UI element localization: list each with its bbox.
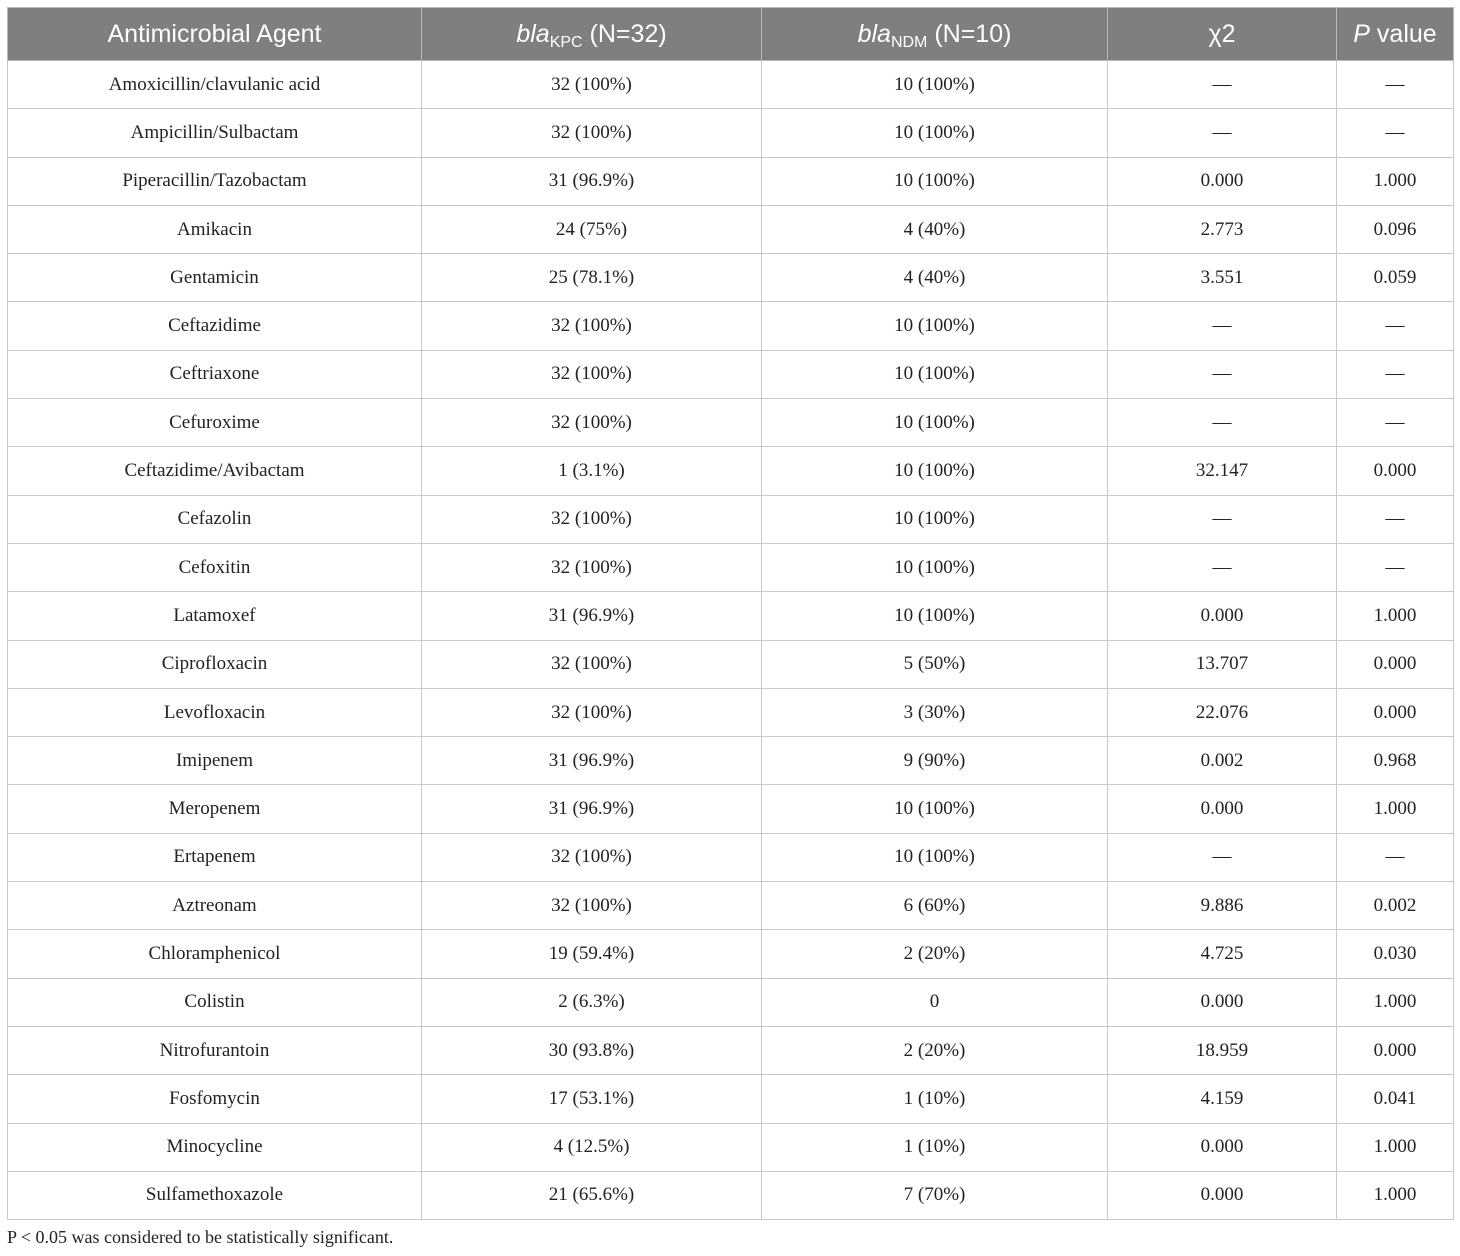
- cell-kpc: 19 (59.4%): [422, 930, 762, 978]
- cell-kpc: 31 (96.9%): [422, 737, 762, 785]
- header-row: [8, 8, 1454, 61]
- cell-agent: Amikacin: [8, 205, 422, 253]
- cell-p-value: 1.000: [1337, 592, 1454, 640]
- table-row: [8, 254, 1454, 302]
- header-ndm: bla$_{NDM}$ (N=10): [762, 8, 1108, 61]
- table-row: [8, 1075, 1454, 1123]
- cell-kpc: 4 (12.5%): [422, 1123, 762, 1171]
- cell-p-value: —: [1337, 543, 1454, 591]
- cell-p-value: —: [1337, 495, 1454, 543]
- cell-agent: Chloramphenicol: [8, 930, 422, 978]
- table-row: [8, 1123, 1454, 1171]
- cell-ndm: 10 (100%): [762, 61, 1108, 109]
- cell-ndm: 1 (10%): [762, 1123, 1108, 1171]
- table-row: [8, 205, 1454, 253]
- cell-ndm: 0: [762, 978, 1108, 1026]
- cell-chi2: 13.707: [1108, 640, 1337, 688]
- table-row: [8, 1026, 1454, 1074]
- cell-p-value: 0.041: [1337, 1075, 1454, 1123]
- cell-p-value: 0.000: [1337, 447, 1454, 495]
- cell-kpc: 32 (100%): [422, 640, 762, 688]
- cell-kpc: 32 (100%): [422, 399, 762, 447]
- cell-p-value: —: [1337, 302, 1454, 350]
- cell-p-value: 0.096: [1337, 205, 1454, 253]
- table-row: [8, 109, 1454, 157]
- cell-agent: Cefazolin: [8, 495, 422, 543]
- cell-chi2: 4.725: [1108, 930, 1337, 978]
- cell-chi2: 0.000: [1108, 978, 1337, 1026]
- table-row: [8, 785, 1454, 833]
- cell-kpc: 32 (100%): [422, 543, 762, 591]
- header-kpc: bla$_{KPC}$ (N=32): [422, 8, 762, 61]
- cell-agent: Nitrofurantoin: [8, 1026, 422, 1074]
- cell-agent: Colistin: [8, 978, 422, 1026]
- table-body: [8, 61, 1454, 1220]
- cell-p-value: 0.968: [1337, 737, 1454, 785]
- footnote: P < 0.05 was considered to be statistically significant.: [7, 1227, 394, 1247]
- header-agent: Antimicrobial Agent: [8, 8, 422, 61]
- cell-ndm: 7 (70%): [762, 1171, 1108, 1219]
- header-chi2: χ2: [1108, 8, 1337, 61]
- cell-kpc: 32 (100%): [422, 495, 762, 543]
- cell-ndm: 10 (100%): [762, 447, 1108, 495]
- cell-ndm: 10 (100%): [762, 109, 1108, 157]
- cell-agent: Piperacillin/Tazobactam: [8, 157, 422, 205]
- cell-chi2: —: [1108, 350, 1337, 398]
- table-row: [8, 737, 1454, 785]
- cell-chi2: —: [1108, 833, 1337, 881]
- cell-kpc: 24 (75%): [422, 205, 762, 253]
- cell-chi2: 0.000: [1108, 592, 1337, 640]
- cell-chi2: 4.159: [1108, 1075, 1337, 1123]
- cell-agent: Fosfomycin: [8, 1075, 422, 1123]
- cell-ndm: 10 (100%): [762, 157, 1108, 205]
- cell-p-value: —: [1337, 399, 1454, 447]
- cell-agent: Ciprofloxacin: [8, 640, 422, 688]
- cell-chi2: —: [1108, 109, 1337, 157]
- cell-kpc: 32 (100%): [422, 61, 762, 109]
- cell-chi2: 0.000: [1108, 157, 1337, 205]
- cell-chi2: 9.886: [1108, 882, 1337, 930]
- cell-ndm: 2 (20%): [762, 1026, 1108, 1074]
- cell-p-value: 1.000: [1337, 1171, 1454, 1219]
- cell-ndm: 10 (100%): [762, 495, 1108, 543]
- cell-ndm: 4 (40%): [762, 205, 1108, 253]
- cell-kpc: 21 (65.6%): [422, 1171, 762, 1219]
- cell-ndm: 10 (100%): [762, 833, 1108, 881]
- cell-agent: Gentamicin: [8, 254, 422, 302]
- cell-chi2: 0.000: [1108, 1123, 1337, 1171]
- table-row: [8, 61, 1454, 109]
- cell-p-value: —: [1337, 61, 1454, 109]
- cell-chi2: —: [1108, 302, 1337, 350]
- cell-agent: Latamoxef: [8, 592, 422, 640]
- cell-p-value: 0.030: [1337, 930, 1454, 978]
- table-row: [8, 1171, 1454, 1219]
- cell-kpc: 32 (100%): [422, 302, 762, 350]
- cell-chi2: 0.000: [1108, 1171, 1337, 1219]
- cell-ndm: 4 (40%): [762, 254, 1108, 302]
- cell-agent: Imipenem: [8, 737, 422, 785]
- cell-agent: Cefuroxime: [8, 399, 422, 447]
- cell-agent: Meropenem: [8, 785, 422, 833]
- cell-ndm: 9 (90%): [762, 737, 1108, 785]
- cell-kpc: 32 (100%): [422, 350, 762, 398]
- cell-chi2: 32.147: [1108, 447, 1337, 495]
- table-row: [8, 543, 1454, 591]
- cell-p-value: 0.002: [1337, 882, 1454, 930]
- cell-ndm: 2 (20%): [762, 930, 1108, 978]
- table-row: [8, 882, 1454, 930]
- cell-ndm: 6 (60%): [762, 882, 1108, 930]
- cell-kpc: 32 (100%): [422, 688, 762, 736]
- table-row: [8, 350, 1454, 398]
- cell-agent: Sulfamethoxazole: [8, 1171, 422, 1219]
- table-row: [8, 930, 1454, 978]
- cell-kpc: 25 (78.1%): [422, 254, 762, 302]
- cell-kpc: 31 (96.9%): [422, 592, 762, 640]
- cell-kpc: 32 (100%): [422, 833, 762, 881]
- cell-ndm: 10 (100%): [762, 399, 1108, 447]
- cell-p-value: 1.000: [1337, 1123, 1454, 1171]
- cell-agent: Ceftazidime/Avibactam: [8, 447, 422, 495]
- cell-chi2: 18.959: [1108, 1026, 1337, 1074]
- cell-kpc: 32 (100%): [422, 882, 762, 930]
- cell-chi2: —: [1108, 61, 1337, 109]
- cell-p-value: 1.000: [1337, 785, 1454, 833]
- cell-ndm: 5 (50%): [762, 640, 1108, 688]
- cell-agent: Ertapenem: [8, 833, 422, 881]
- cell-agent: Levofloxacin: [8, 688, 422, 736]
- table-row: [8, 833, 1454, 881]
- cell-chi2: 0.002: [1108, 737, 1337, 785]
- cell-kpc: 31 (96.9%): [422, 785, 762, 833]
- cell-p-value: 1.000: [1337, 157, 1454, 205]
- cell-kpc: 2 (6.3%): [422, 978, 762, 1026]
- cell-agent: Ceftazidime: [8, 302, 422, 350]
- cell-p-value: 0.000: [1337, 688, 1454, 736]
- cell-chi2: 0.000: [1108, 785, 1337, 833]
- table-row: [8, 592, 1454, 640]
- cell-chi2: 2.773: [1108, 205, 1337, 253]
- header-p-value: P value: [1337, 8, 1454, 61]
- cell-agent: Amoxicillin/clavulanic acid: [8, 61, 422, 109]
- cell-kpc: 17 (53.1%): [422, 1075, 762, 1123]
- resistance-table: [7, 7, 1454, 1220]
- cell-ndm: 1 (10%): [762, 1075, 1108, 1123]
- cell-p-value: 0.000: [1337, 1026, 1454, 1074]
- cell-agent: Ceftriaxone: [8, 350, 422, 398]
- table-row: [8, 157, 1454, 205]
- cell-ndm: 3 (30%): [762, 688, 1108, 736]
- cell-kpc: 31 (96.9%): [422, 157, 762, 205]
- table-row: [8, 688, 1454, 736]
- cell-kpc: 32 (100%): [422, 109, 762, 157]
- cell-p-value: —: [1337, 350, 1454, 398]
- cell-chi2: 3.551: [1108, 254, 1337, 302]
- cell-p-value: —: [1337, 109, 1454, 157]
- cell-chi2: —: [1108, 495, 1337, 543]
- cell-p-value: —: [1337, 833, 1454, 881]
- table-row: [8, 447, 1454, 495]
- cell-ndm: 10 (100%): [762, 543, 1108, 591]
- cell-chi2: 22.076: [1108, 688, 1337, 736]
- table-row: [8, 302, 1454, 350]
- table-header: [8, 8, 1454, 61]
- cell-agent: Ampicillin/Sulbactam: [8, 109, 422, 157]
- cell-chi2: —: [1108, 399, 1337, 447]
- cell-p-value: 1.000: [1337, 978, 1454, 1026]
- cell-ndm: 10 (100%): [762, 350, 1108, 398]
- cell-p-value: 0.000: [1337, 640, 1454, 688]
- cell-agent: Aztreonam: [8, 882, 422, 930]
- cell-ndm: 10 (100%): [762, 785, 1108, 833]
- cell-ndm: 10 (100%): [762, 592, 1108, 640]
- table-row: [8, 495, 1454, 543]
- cell-p-value: 0.059: [1337, 254, 1454, 302]
- cell-agent: Cefoxitin: [8, 543, 422, 591]
- table-row: [8, 978, 1454, 1026]
- table-row: [8, 399, 1454, 447]
- cell-agent: Minocycline: [8, 1123, 422, 1171]
- table-row: [8, 640, 1454, 688]
- resistance-table-container: [7, 7, 1453, 1220]
- cell-ndm: 10 (100%): [762, 302, 1108, 350]
- cell-chi2: —: [1108, 543, 1337, 591]
- cell-kpc: 30 (93.8%): [422, 1026, 762, 1074]
- cell-kpc: 1 (3.1%): [422, 447, 762, 495]
